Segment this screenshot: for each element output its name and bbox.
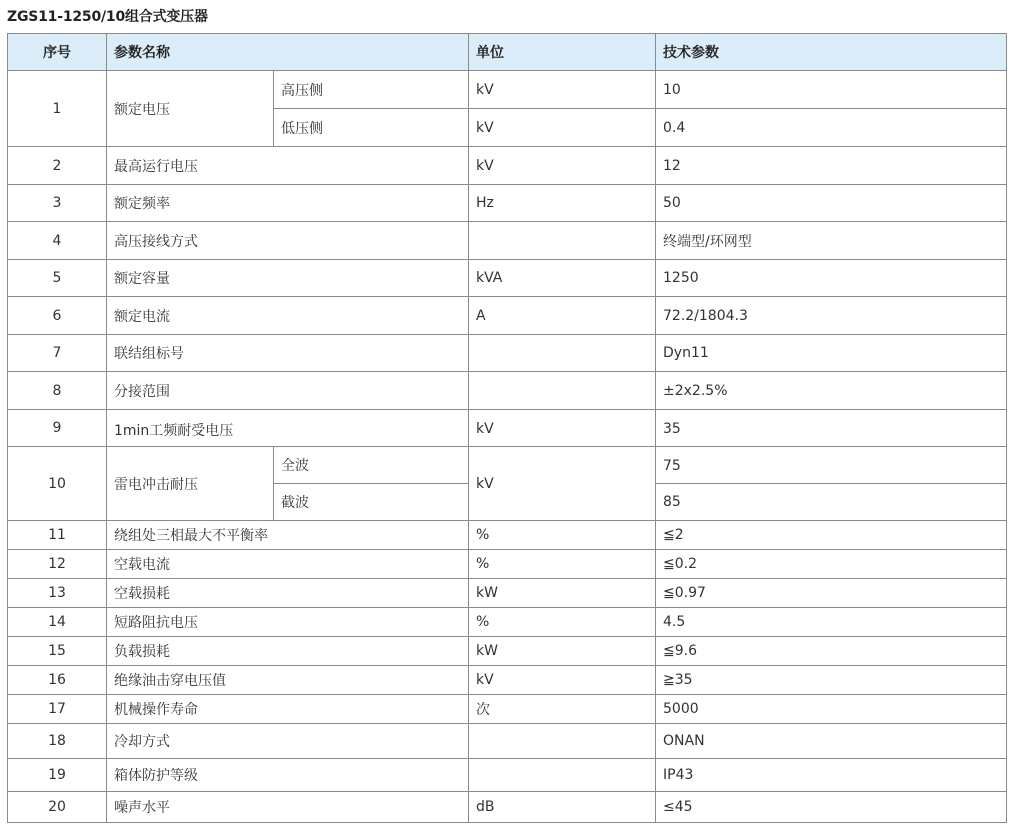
param-name: 额定容量 [107,260,469,297]
header-no: 序号 [8,34,107,71]
param-sub: 截波 [274,484,469,521]
table-row [8,608,1007,637]
param-value: 75 [656,447,1007,484]
param-value: IP43 [656,759,1007,792]
param-name: 短路阻抗电压 [107,608,469,637]
param-name: 噪声水平 [107,792,469,823]
param-name: 冷却方式 [107,724,469,759]
param-unit: kV [469,147,656,185]
param-unit [469,759,656,792]
param-name: 绝缘油击穿电压值 [107,666,469,695]
param-value: 72.2/1804.3 [656,297,1007,335]
param-name: 雷电冲击耐压 [107,447,274,521]
table-row [8,222,1007,260]
param-unit: kVA [469,260,656,297]
param-name: 负载损耗 [107,637,469,666]
row-no: 11 [8,521,107,550]
param-sub: 高压侧 [274,71,469,109]
table-row [8,335,1007,372]
row-no: 15 [8,637,107,666]
param-name: 分接范围 [107,372,469,410]
row-no: 14 [8,608,107,637]
param-value: 1250 [656,260,1007,297]
row-no: 6 [8,297,107,335]
spec-table [7,33,1007,823]
row-no: 13 [8,579,107,608]
param-unit: A [469,297,656,335]
table-row [8,410,1007,447]
param-value: 10 [656,71,1007,109]
table-row [8,447,1007,484]
row-no: 4 [8,222,107,260]
header-unit: 单位 [469,34,656,71]
param-unit: Hz [469,185,656,222]
row-no: 17 [8,695,107,724]
row-no: 19 [8,759,107,792]
row-no: 12 [8,550,107,579]
row-no: 1 [8,71,107,147]
param-name: 绕组处三相最大不平衡率 [107,521,469,550]
table-row [8,297,1007,335]
row-no: 20 [8,792,107,823]
param-name: 1min工频耐受电压 [107,410,469,447]
param-value: 5000 [656,695,1007,724]
param-value: Dyn11 [656,335,1007,372]
param-name: 空载损耗 [107,579,469,608]
table-row [8,260,1007,297]
table-row [8,71,1007,109]
row-no: 18 [8,724,107,759]
row-no: 16 [8,666,107,695]
table-row [8,550,1007,579]
header-value: 技术参数 [656,34,1007,71]
param-unit: kV [469,71,656,109]
param-value: ≦0.97 [656,579,1007,608]
table-row [8,521,1007,550]
param-unit: kV [469,109,656,147]
param-value: ≦9.6 [656,637,1007,666]
param-unit: % [469,550,656,579]
param-sub: 低压侧 [274,109,469,147]
param-value: ≤45 [656,792,1007,823]
param-value: 12 [656,147,1007,185]
param-name: 最高运行电压 [107,147,469,185]
param-value: 35 [656,410,1007,447]
table-header-row [8,34,1007,71]
row-no: 5 [8,260,107,297]
row-no: 9 [8,410,107,447]
param-unit: dB [469,792,656,823]
table-row [8,759,1007,792]
param-unit: kV [469,410,656,447]
param-name: 额定电流 [107,297,469,335]
row-no: 3 [8,185,107,222]
param-value: ≦0.2 [656,550,1007,579]
param-name: 额定电压 [107,71,274,147]
row-no: 8 [8,372,107,410]
param-unit: kW [469,579,656,608]
param-sub: 全波 [274,447,469,484]
table-row [8,372,1007,410]
param-name: 箱体防护等级 [107,759,469,792]
param-unit [469,222,656,260]
param-unit: 次 [469,695,656,724]
param-unit: % [469,608,656,637]
param-value: ≧35 [656,666,1007,695]
param-unit [469,372,656,410]
table-row [8,579,1007,608]
param-value: ≦2 [656,521,1007,550]
row-no: 7 [8,335,107,372]
param-unit [469,335,656,372]
param-value: 4.5 [656,608,1007,637]
param-value: ±2x2.5% [656,372,1007,410]
param-name: 额定频率 [107,185,469,222]
param-unit: kW [469,637,656,666]
param-name: 联结组标号 [107,335,469,372]
param-value: 终端型/环网型 [656,222,1007,260]
table-row [8,666,1007,695]
table-row [8,792,1007,823]
page-title: ZGS11-1250/10组合式变压器 [7,9,208,25]
param-value: ONAN [656,724,1007,759]
param-value: 50 [656,185,1007,222]
param-unit: kV [469,666,656,695]
param-unit: kV [469,447,656,521]
row-no: 2 [8,147,107,185]
table-row [8,724,1007,759]
param-name: 机械操作寿命 [107,695,469,724]
param-value: 85 [656,484,1007,521]
param-name: 空载电流 [107,550,469,579]
param-unit: % [469,521,656,550]
table-row [8,637,1007,666]
header-name: 参数名称 [107,34,469,71]
row-no: 10 [8,447,107,521]
param-unit [469,724,656,759]
table-row [8,695,1007,724]
param-value: 0.4 [656,109,1007,147]
param-name: 高压接线方式 [107,222,469,260]
table-row [8,147,1007,185]
table-row [8,185,1007,222]
